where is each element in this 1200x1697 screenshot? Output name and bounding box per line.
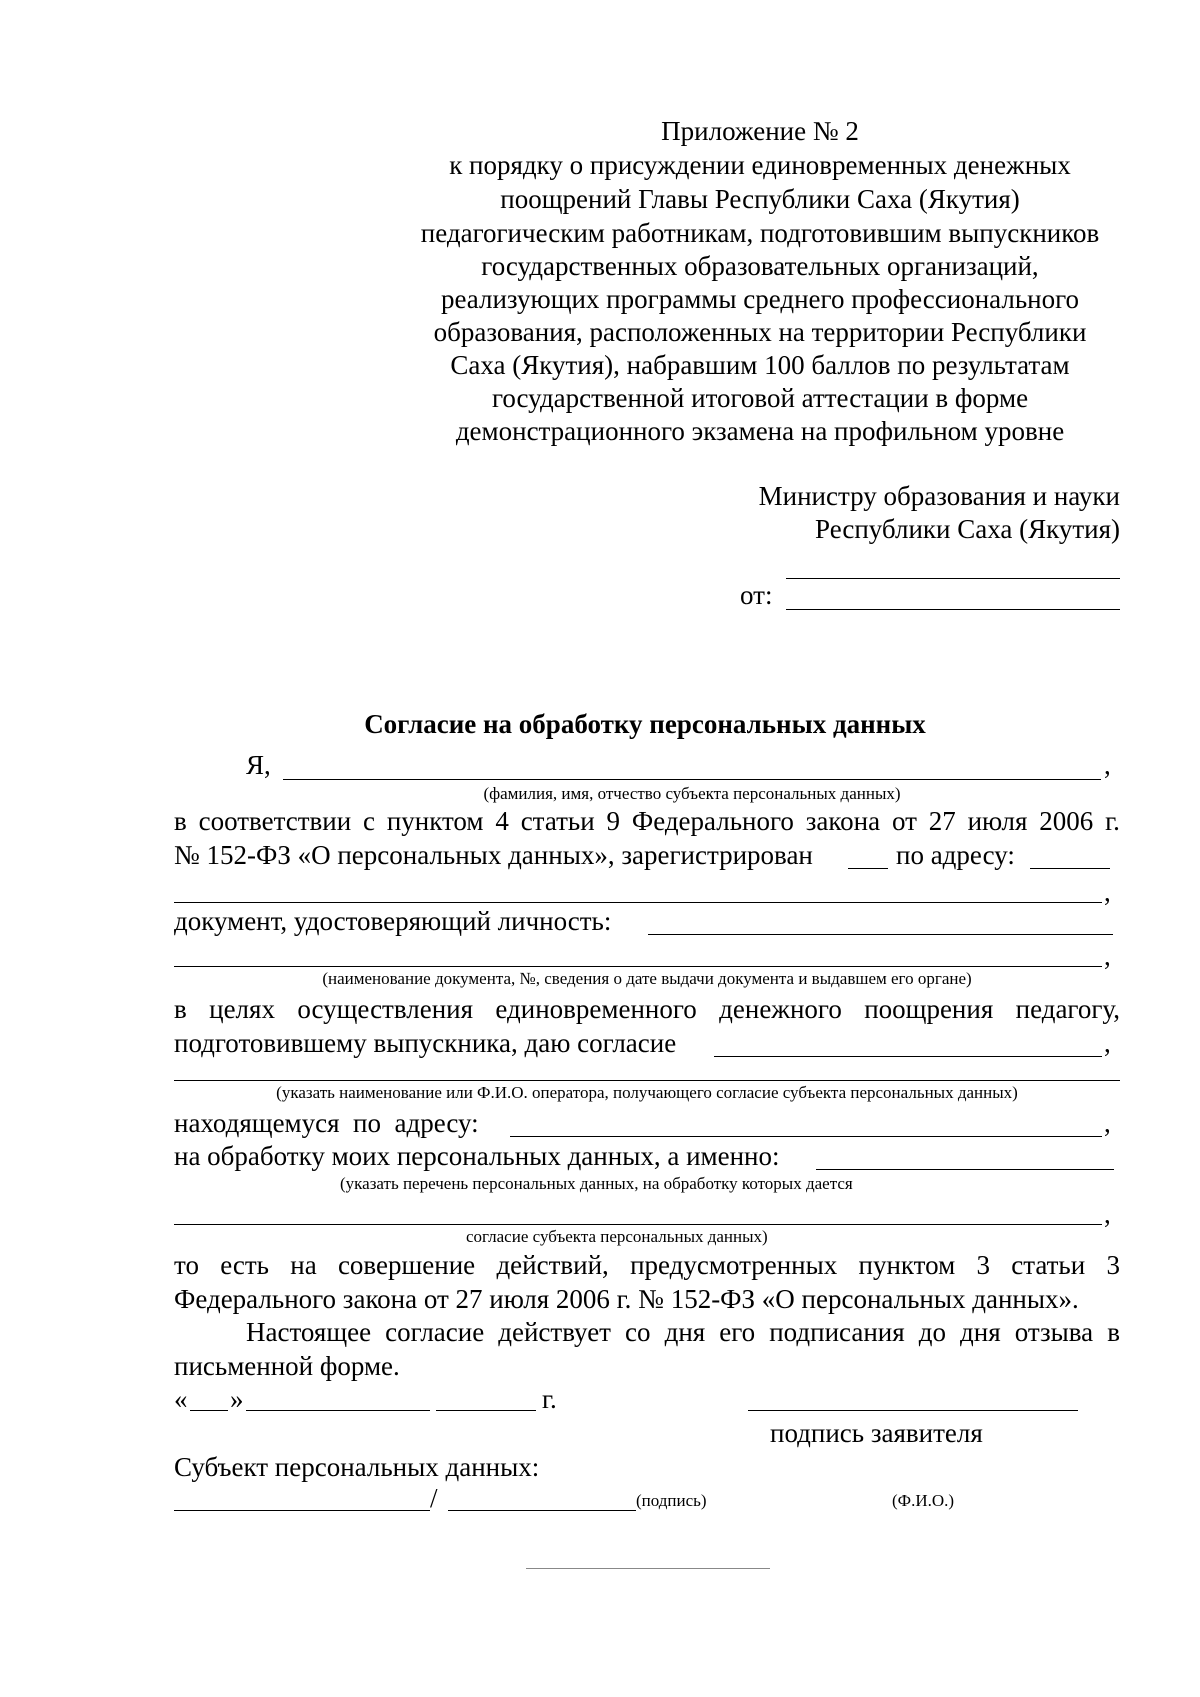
located-label: находящемуся по адресу:	[174, 1108, 479, 1138]
document-title: Согласие на обработку персональных данных	[364, 709, 926, 739]
law-line-1: в соответствии с пунктом 4 статьи 9 Федерального закона от 27 июля 2006 г.	[174, 806, 1120, 836]
comma: ,	[1104, 1108, 1111, 1138]
address-blank-2[interactable]	[174, 902, 1102, 903]
quote-close: »	[230, 1384, 244, 1414]
validity-line-2: письменной форме.	[174, 1351, 400, 1381]
header-line: Приложение № 2	[661, 116, 859, 146]
header-line: к порядку о присуждении единовременных денежных	[449, 150, 1071, 180]
comma: ,	[1104, 877, 1111, 907]
operator-blank-2[interactable]	[174, 1080, 1120, 1081]
header-line: государственной итоговой аттестации в форме	[491, 383, 1029, 413]
month-blank[interactable]	[246, 1410, 430, 1411]
operator-hint: (указать наименование или Ф.И.О. оператора, получающего согласие субъекта персональных данных)	[276, 1083, 1018, 1102]
comma: ,	[1104, 1199, 1111, 1229]
doc-label: документ, удостоверяющий личность:	[174, 906, 612, 936]
header-line: поощрений Главы Республики Саха (Якутия)	[500, 184, 1020, 214]
registered-suffix-blank[interactable]	[848, 868, 888, 869]
header-line: Саха (Якутия), набравшим 100 баллов по результатам	[450, 350, 1070, 380]
slash: /	[430, 1483, 438, 1513]
header-line: образования, расположенных на территории Республики	[433, 317, 1087, 347]
addressee-blank-1[interactable]	[786, 578, 1120, 579]
list-hint-1: (указать перечень персональных данных, на обработку которых дается	[340, 1174, 853, 1193]
applicant-sign-label: подпись заявителя	[770, 1418, 983, 1448]
addressee-line1: Министру образования и науки	[758, 481, 1120, 511]
processing-blank-1[interactable]	[816, 1169, 1114, 1170]
processing-label: на обработку моих персональных данных, а именно:	[174, 1141, 780, 1171]
operator-blank-1[interactable]	[714, 1056, 1102, 1057]
quote-open: «	[174, 1384, 188, 1414]
day-blank[interactable]	[190, 1410, 228, 1411]
comma: ,	[1104, 1028, 1111, 1058]
validity-line-1: Настоящее согласие действует со дня его подписания до дня отзыва в	[246, 1317, 1120, 1347]
fio-blank[interactable]	[283, 779, 1101, 780]
doc-blank-2[interactable]	[174, 966, 1102, 967]
purpose-line-1: в целях осуществления единовременного денежного поощрения педагогу,	[174, 994, 1120, 1024]
from-blank[interactable]	[786, 609, 1120, 610]
doc-hint: (наименование документа, №, сведения о дате выдачи документа и выдавшем его органе)	[322, 969, 972, 988]
header-line: демонстрационного экзамена на профильном уровне	[455, 416, 1065, 446]
address-label: по адресу:	[896, 840, 1015, 870]
comma: ,	[1104, 750, 1111, 780]
actions-line-1: то есть на совершение действий, предусмотренных пунктом 3 статьи 3	[174, 1250, 1120, 1280]
law-line-2: № 152-ФЗ «О персональных данных», зарегистрирован	[174, 840, 813, 870]
year-suffix: г.	[542, 1384, 557, 1414]
fio-hint: (фамилия, имя, отчество субъекта персональных данных)	[483, 784, 901, 803]
purpose-line-2: подготовившему выпускника, даю согласие	[174, 1028, 677, 1058]
actions-line-2: Федерального закона от 27 июля 2006 г. № 152-ФЗ «О персональных данных».	[174, 1284, 1079, 1314]
subject-sign-blank[interactable]	[174, 1510, 430, 1511]
header-line: государственных образовательных организаций,	[481, 251, 1039, 281]
sign-hint: (подпись)	[636, 1491, 707, 1510]
from-label: от:	[740, 580, 773, 610]
applicant-signature-blank[interactable]	[748, 1410, 1078, 1411]
header-line: педагогическим работникам, подготовившим выпускников	[420, 218, 1100, 248]
processing-blank-2[interactable]	[174, 1224, 1102, 1225]
subject-label: Субъект персональных данных:	[174, 1452, 540, 1482]
subject-fio-blank[interactable]	[448, 1510, 636, 1511]
list-hint-2: согласие субъекта персональных данных)	[466, 1227, 768, 1246]
addressee-line2: Республики Саха (Якутия)	[815, 514, 1120, 544]
doc-blank-1[interactable]	[648, 934, 1113, 935]
ya-label: Я,	[246, 750, 271, 780]
header-line: реализующих программы среднего профессионального	[440, 284, 1080, 314]
comma: ,	[1104, 941, 1111, 971]
footer-divider	[526, 1568, 770, 1569]
located-blank[interactable]	[510, 1136, 1102, 1137]
year-blank[interactable]	[436, 1410, 536, 1411]
fio-hint-bottom: (Ф.И.О.)	[892, 1491, 955, 1510]
address-blank-1[interactable]	[1030, 868, 1110, 869]
